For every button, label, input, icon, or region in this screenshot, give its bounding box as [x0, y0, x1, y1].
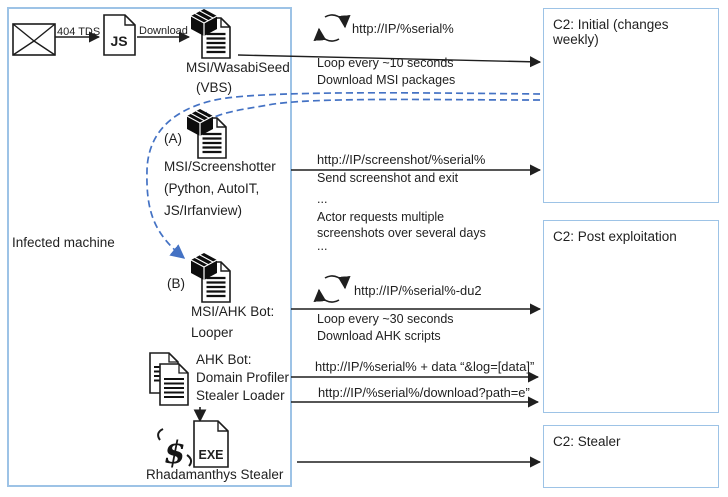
dashed-arrow-c2-to-A	[200, 99, 540, 125]
flow-screenshot-note: Send screenshot and exit	[317, 171, 459, 185]
c2-initial-title: C2: Initial (changes weekly)	[553, 17, 669, 47]
c2-stealer-title: C2: Stealer	[553, 434, 621, 449]
node-rhadamanthys-title: Rhadamanthys Stealer	[146, 467, 284, 482]
svg-text:$: $	[164, 435, 186, 471]
infected-machine-label: Infected machine	[12, 235, 115, 250]
flow-looper-note1: Loop every ~30 seconds	[317, 312, 454, 326]
flow-log-url: http://IP/%serial% + data “&log=[data]”	[315, 359, 535, 374]
node-profiler-line2: Domain Profiler	[196, 370, 290, 385]
flow-wasabiseed-note2: Download MSI packages	[317, 73, 456, 87]
actor-note-dots-top: ...	[317, 192, 328, 206]
node-screenshotter-title: MSI/Screenshotter	[164, 159, 276, 174]
flow-wasabiseed-url: http://IP/%serial%	[352, 21, 454, 36]
node-screenshotter-subtitle1: (Python, AutoIT,	[164, 181, 260, 196]
actor-note-line1: Actor requests multiple	[317, 210, 445, 224]
loop-icon-wasabiseed	[319, 15, 345, 41]
actor-note-line2: screenshots over several days	[317, 226, 486, 240]
label-404-tds: 404 TDS	[57, 26, 101, 38]
node-profiler-line1: AHK Bot:	[196, 352, 252, 367]
exe-file-icon	[194, 421, 228, 467]
flow-screenshot-url: http://IP/screenshot/%serial%	[317, 152, 486, 167]
msi-package-icon-wasabiseed	[191, 9, 230, 58]
node-wasabiseed-title: MSI/WasabiSeed	[186, 60, 290, 75]
flow-looper-url: http://IP/%serial%-du2	[354, 283, 482, 298]
msi-package-icon-ahk-looper	[191, 253, 230, 302]
actor-note-dots-bottom: ...	[317, 239, 328, 253]
node-looper-subtitle: Looper	[191, 325, 234, 340]
loop-icon-ahk	[319, 276, 345, 302]
c2-post-title: C2: Post exploitation	[553, 229, 677, 244]
label-download: Download	[139, 25, 188, 37]
node-screenshotter-subtitle2: JS/Irfanview)	[164, 203, 243, 218]
node-wasabiseed-subtitle: (VBS)	[196, 80, 233, 95]
email-envelope-icon	[13, 24, 55, 55]
js-file-label: JS	[110, 33, 128, 49]
flow-looper-note2: Download AHK scripts	[317, 329, 441, 343]
flow-wasabiseed-note1: Loop every ~10 seconds	[317, 56, 454, 70]
node-looper-tag: (B)	[167, 276, 185, 291]
node-looper-title: MSI/AHK Bot:	[191, 304, 275, 319]
msi-package-icon-screenshotter	[187, 109, 226, 158]
node-screenshotter-tag: (A)	[164, 131, 182, 146]
documents-stack-icon	[150, 353, 188, 405]
snake-dollar-icon	[158, 429, 191, 471]
node-profiler-line3: Stealer Loader	[196, 388, 285, 403]
exe-file-label: EXE	[198, 448, 224, 462]
js-file-icon	[104, 15, 135, 55]
flow-download-path-url: http://IP/%serial%/download?path=e”	[318, 385, 530, 400]
